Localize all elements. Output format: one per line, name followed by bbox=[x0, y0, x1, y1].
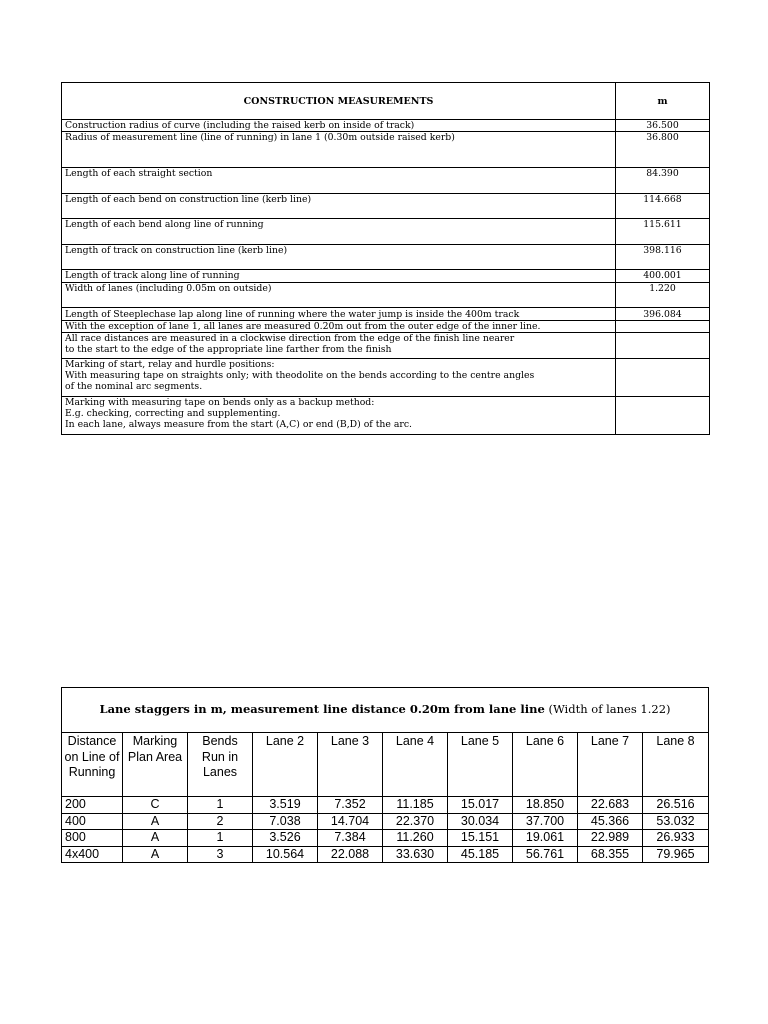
table-cell: 26.933 bbox=[643, 830, 709, 847]
row-value: 36.500 bbox=[616, 120, 710, 132]
table-row bbox=[62, 283, 710, 308]
table-cell: 11.260 bbox=[383, 830, 448, 847]
note-line: Marking with measuring tape on bends only as a backup method: bbox=[65, 397, 375, 408]
table-title-row bbox=[62, 688, 709, 733]
note-text bbox=[62, 359, 616, 397]
table-cell: 19.061 bbox=[513, 830, 578, 847]
note-line: of the nominal arc segments. bbox=[65, 381, 203, 392]
table-cell: 14.704 bbox=[318, 813, 383, 830]
column-header: Distance on Line of Running bbox=[62, 733, 123, 797]
table-cell: 10.564 bbox=[253, 846, 318, 863]
note-line: With measuring tape on straights only; with theodolite on the bends according to the centre angles bbox=[65, 370, 535, 381]
table-cell: 37.700 bbox=[513, 813, 578, 830]
table-cell: 53.032 bbox=[643, 813, 709, 830]
row-value: 398.116 bbox=[616, 245, 710, 270]
table-cell: 26.516 bbox=[643, 797, 709, 814]
row-label: Length of track along line of running bbox=[62, 270, 616, 283]
table-cell: 15.151 bbox=[448, 830, 513, 847]
row-label: Width of lanes (including 0.05m on outside) bbox=[62, 283, 616, 308]
table-row bbox=[62, 308, 710, 321]
row-value: 1.220 bbox=[616, 283, 710, 308]
column-header: Lane 3 bbox=[318, 733, 383, 797]
table-cell: 30.034 bbox=[448, 813, 513, 830]
table-cell: 3.526 bbox=[253, 830, 318, 847]
table-cell: 1 bbox=[188, 830, 253, 847]
column-header: Lane 4 bbox=[383, 733, 448, 797]
row-value: 84.390 bbox=[616, 168, 710, 194]
table-cell: 22.989 bbox=[578, 830, 643, 847]
table-cell: 7.352 bbox=[318, 797, 383, 814]
row-label: Length of each bend along line of running bbox=[62, 219, 616, 245]
lane-staggers-table bbox=[61, 687, 709, 863]
row-value: 396.084 bbox=[616, 308, 710, 321]
note-line: In each lane, always measure from the start (A,C) or end (B,D) of the arc. bbox=[65, 419, 413, 430]
title-normal: (Width of lanes 1.22) bbox=[548, 702, 671, 717]
table-row bbox=[62, 194, 710, 219]
empty-cell bbox=[616, 397, 710, 435]
note-row bbox=[62, 333, 710, 359]
table-cell: C bbox=[123, 797, 188, 814]
table-cell: 22.370 bbox=[383, 813, 448, 830]
row-label: Radius of measurement line (line of running) in lane 1 (0.30m outside raised kerb) bbox=[62, 132, 616, 168]
row-value bbox=[616, 321, 710, 333]
table-cell: A bbox=[123, 846, 188, 863]
table-cell: 4x400 bbox=[62, 846, 123, 863]
table-cell: A bbox=[123, 813, 188, 830]
note-line: Marking of start, relay and hurdle positions: bbox=[65, 359, 275, 370]
row-label: Length of Steeplechase lap along line of running where the water jump is inside the 400m track bbox=[62, 308, 616, 321]
row-label: Length of each straight section bbox=[62, 168, 616, 194]
construction-measurements-table bbox=[61, 82, 710, 435]
column-header: Lane 6 bbox=[513, 733, 578, 797]
table-cell: 1 bbox=[188, 797, 253, 814]
table-row bbox=[62, 168, 710, 194]
table-cell: 3 bbox=[188, 846, 253, 863]
column-header: Lane 5 bbox=[448, 733, 513, 797]
table-cell: 56.761 bbox=[513, 846, 578, 863]
title-bold: Lane staggers in m, measurement line distance 0.20m from lane line bbox=[99, 702, 545, 717]
row-value: 36.800 bbox=[616, 132, 710, 168]
row-value: 114.668 bbox=[616, 194, 710, 219]
table-cell: 33.630 bbox=[383, 846, 448, 863]
table-cell: 800 bbox=[62, 830, 123, 847]
note-text bbox=[62, 333, 616, 359]
table-cell: 18.850 bbox=[513, 797, 578, 814]
unit-header: m bbox=[616, 83, 710, 120]
table-row bbox=[62, 797, 709, 814]
table-cell: 7.038 bbox=[253, 813, 318, 830]
table-row bbox=[62, 321, 710, 333]
column-header: Bends Run in Lanes bbox=[188, 733, 253, 797]
note-row bbox=[62, 397, 710, 435]
table-cell: 15.017 bbox=[448, 797, 513, 814]
table-cell: 2 bbox=[188, 813, 253, 830]
table-cell: 22.683 bbox=[578, 797, 643, 814]
table-row bbox=[62, 245, 710, 270]
table-cell: 3.519 bbox=[253, 797, 318, 814]
table-cell: A bbox=[123, 830, 188, 847]
table-header-row bbox=[62, 83, 710, 120]
table-title: CONSTRUCTION MEASUREMENTS bbox=[62, 83, 616, 120]
row-label: Construction radius of curve (including the raised kerb on inside of track) bbox=[62, 120, 616, 132]
row-label: Length of each bend on construction line (kerb line) bbox=[62, 194, 616, 219]
table-cell: 7.384 bbox=[318, 830, 383, 847]
column-header: Marking Plan Area bbox=[123, 733, 188, 797]
table-row bbox=[62, 270, 710, 283]
table-cell: 79.965 bbox=[643, 846, 709, 863]
note-line: to the start to the edge of the appropriate line farther from the finish bbox=[65, 344, 392, 355]
table-cell: 68.355 bbox=[578, 846, 643, 863]
row-label: With the exception of lane 1, all lanes are measured 0.20m out from the outer edge of the inner line. bbox=[62, 321, 616, 333]
table-cell: 400 bbox=[62, 813, 123, 830]
table-row bbox=[62, 813, 709, 830]
row-label: Length of track on construction line (kerb line) bbox=[62, 245, 616, 270]
table-cell: 45.185 bbox=[448, 846, 513, 863]
empty-cell bbox=[616, 333, 710, 359]
lane-staggers-section bbox=[61, 687, 708, 863]
table-row bbox=[62, 830, 709, 847]
table-row bbox=[62, 132, 710, 168]
table-cell: 200 bbox=[62, 797, 123, 814]
column-header: Lane 7 bbox=[578, 733, 643, 797]
column-header-row bbox=[62, 733, 709, 797]
table-cell: 11.185 bbox=[383, 797, 448, 814]
note-row bbox=[62, 359, 710, 397]
table-cell: 45.366 bbox=[578, 813, 643, 830]
table-title bbox=[62, 688, 709, 733]
note-text bbox=[62, 397, 616, 435]
row-value: 115.611 bbox=[616, 219, 710, 245]
row-value: 400.001 bbox=[616, 270, 710, 283]
table-row bbox=[62, 120, 710, 132]
column-header: Lane 8 bbox=[643, 733, 709, 797]
column-header: Lane 2 bbox=[253, 733, 318, 797]
empty-cell bbox=[616, 359, 710, 397]
table-cell: 22.088 bbox=[318, 846, 383, 863]
note-line: All race distances are measured in a clockwise direction from the edge of the finish line nearer bbox=[65, 333, 515, 344]
table-row bbox=[62, 846, 709, 863]
table-row bbox=[62, 219, 710, 245]
note-line: E.g. checking, correcting and supplementing. bbox=[65, 408, 281, 419]
